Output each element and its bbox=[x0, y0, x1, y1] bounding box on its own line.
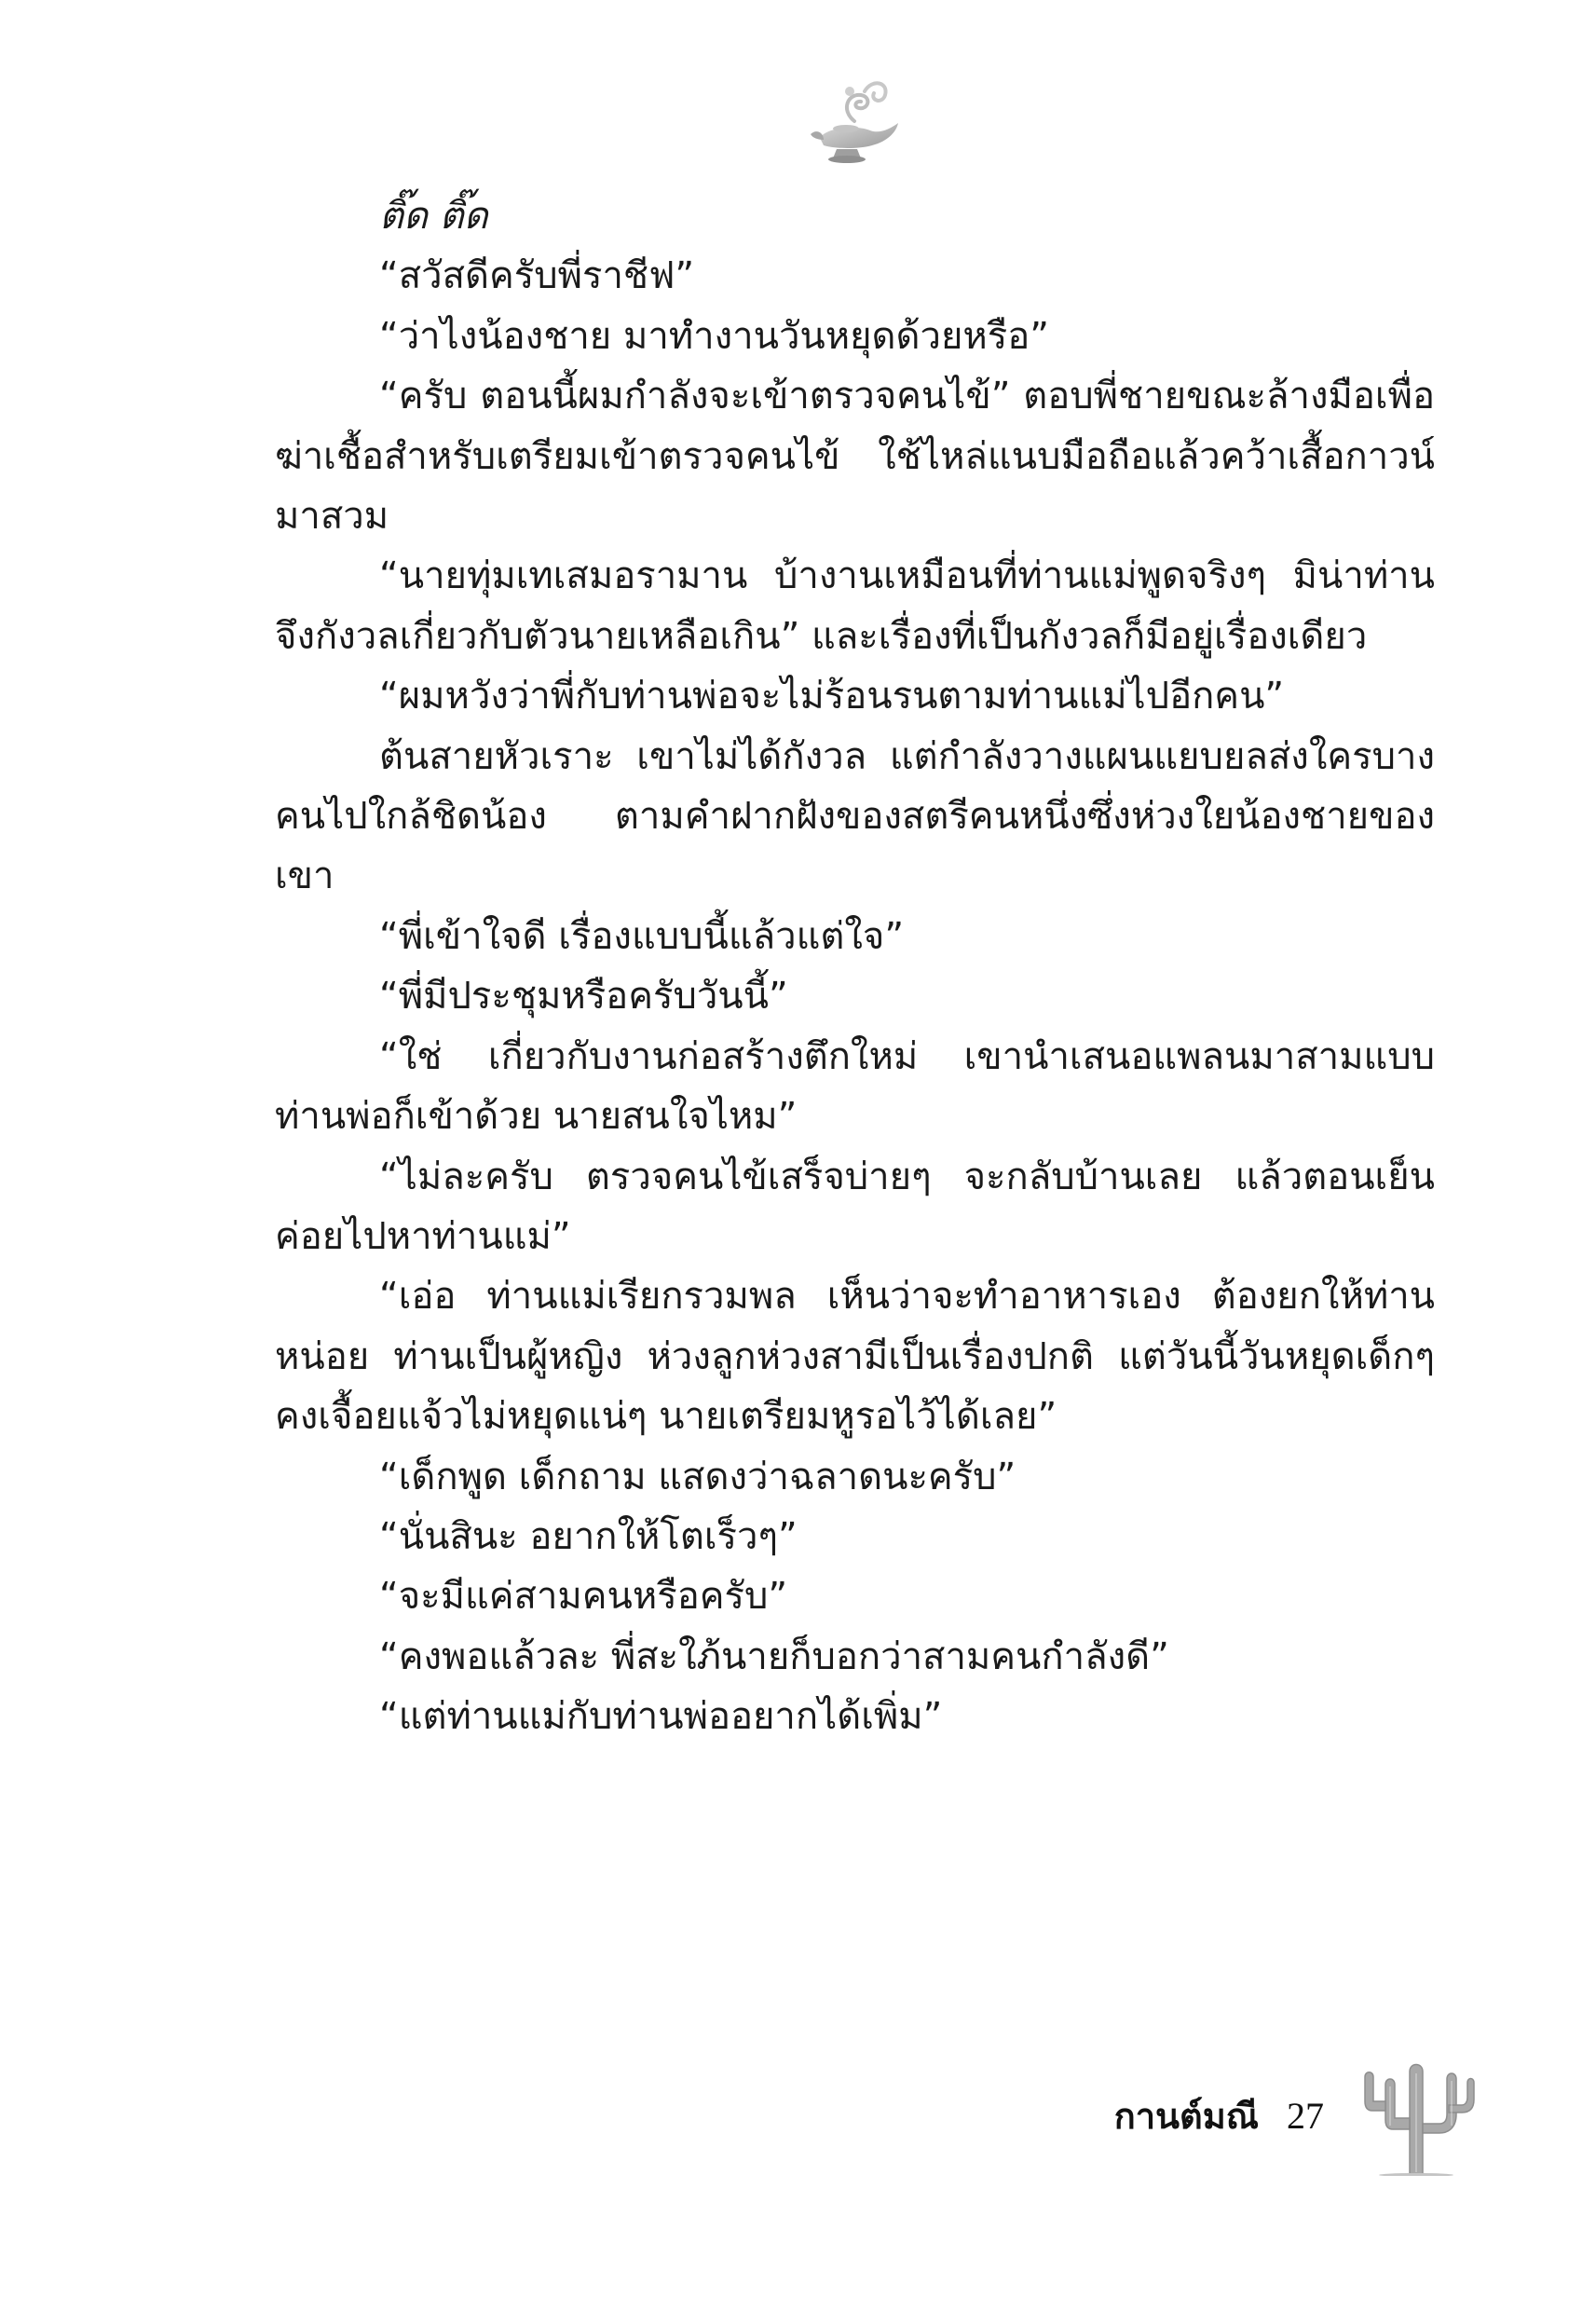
paragraph: “เอ่อ ท่านแม่เรียกรวมพล เห็นว่าจะทำอาหารเอง ต้องยกให้ท่านหน่อย ท่านเป็นผู้หญิง ห่วงลูกห่วงสามีเป็นเรื่องปกติ แต่วันนี้วันหยุดเด็กๆ คงเจื้อยแจ้วไม่หยุดแน่ๆ นายเตรียมหูรอไว้ได้เลย” bbox=[275, 1275, 1435, 1439]
paragraph: “ไม่ละครับ ตรวจคนไข้เสร็จบ่ายๆ จะกลับบ้านเลย แล้วตอนเย็นค่อยไปหาท่านแม่” bbox=[275, 1155, 1435, 1258]
genie-lamp-icon bbox=[803, 73, 906, 175]
paragraph: “นายทุ่มเทเสมอรามาน บ้างานเหมือนที่ท่านแม่พูดจริงๆ มิน่าท่านจึงกังวลเกี่ยวกับตัวนายเหลือเกิน” และเรื่องที่เป็นกังวลก็มีอยู่เรื่องเดียว bbox=[275, 554, 1435, 658]
paragraph: ต้นสายหัวเราะ เขาไม่ได้กังวล แต่กำลังวางแผนแยบยลส่งใครบางคนไปใกล้ชิดน้อง ตามคำฝากฝังของสตรีคนหนึ่งซึ่งห่วงใยน้องชายของเขา bbox=[275, 734, 1435, 898]
paragraph: “ครับ ตอนนี้ผมกำลังจะเข้าตรวจคนไข้” ตอบพี่ชายขณะล้างมือเพื่อฆ่าเชื้อสำหรับเตรียมเข้าตรวจคนไข้ ใช้ไหล่แนบมือถือแล้วคว้าเสื้อกาวน์มาสวม bbox=[275, 375, 1435, 539]
paragraph: “ว่าไงน้องชาย มาทำงานวันหยุดด้วยหรือ” bbox=[379, 314, 1050, 358]
paragraph: “คงพอแล้วละ พี่สะใภ้นายก็บอกว่าสามคนกำลังดี” bbox=[379, 1634, 1169, 1678]
paragraph-sound-effect: ติ๊ด ติ๊ด bbox=[379, 195, 488, 238]
paragraph: “แต่ท่านแม่กับท่านพ่ออยากได้เพิ่ม” bbox=[379, 1695, 943, 1739]
page-footer bbox=[1114, 2087, 1324, 2143]
paragraph: “พี่มีประชุมหรือครับวันนี้” bbox=[379, 975, 788, 1019]
paragraph: “เด็กพูด เด็กถาม แสดงว่าฉลาดนะครับ” bbox=[379, 1455, 1016, 1498]
body-text bbox=[275, 186, 1435, 1747]
paragraph: “นั่นสินะ อยากให้โตเร็วๆ” bbox=[379, 1514, 798, 1558]
page-number: 27 bbox=[1287, 2094, 1324, 2137]
cactus-icon bbox=[1356, 2045, 1477, 2176]
paragraph: “ผมหวังว่าพี่กับท่านพ่อจะไม่ร้อนรนตามท่านแม่ไปอีกคน” bbox=[379, 675, 1285, 718]
paragraph: “พี่เข้าใจดี เรื่องแบบนี้แล้วแต่ใจ” bbox=[379, 914, 905, 958]
paragraph: “จะมีแค่สามคนหรือครับ” bbox=[379, 1575, 788, 1619]
author-name: กานต์มณี bbox=[1113, 2095, 1259, 2137]
paragraph: “ใช่ เกี่ยวกับงานก่อสร้างตึกใหม่ เขานำเสนอแพลนมาสามแบบท่านพ่อก็เข้าด้วย นายสนใจไหม” bbox=[275, 1034, 1435, 1139]
paragraph: “สวัสดีครับพี่ราชีฟ” bbox=[379, 254, 695, 298]
